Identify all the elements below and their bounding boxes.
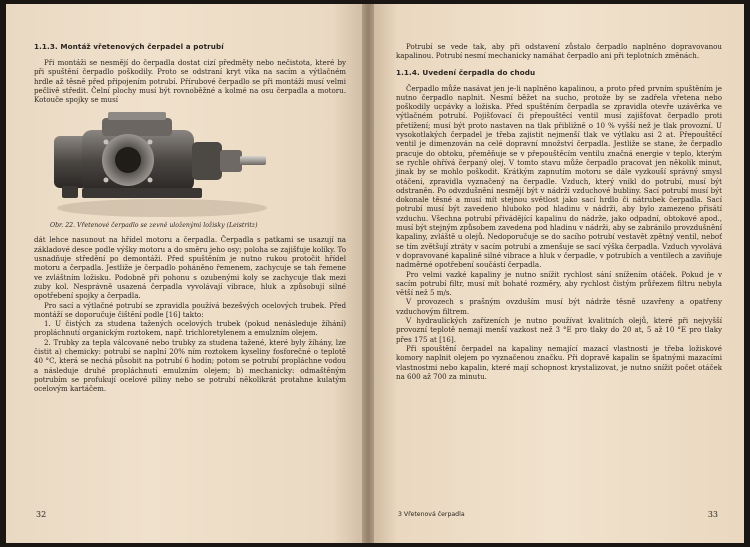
paragraph: dát lehce nasunout na hřídel motoru a čerpadla. Čerpadla s patkami se usazují na základové desce podle výšky motoru a do směru jeho osy; poloha se zajišťuje kolíky. To usnadňuje středění po demontáži. Před spuštěním je nutno rukou protočit hřídel motoru a čerpadla. Jestliže je čerpadlo poháněno řemenem, zachycuje se tah řemene ve zvláštním ložisku. Podobně při pohonu s ozubenými koly se zachycuje tlak mezi zuby kol. Nesprávně usazená čerpadla vyvolávají vibrace, hluk a způsobují silné opotřebení spojky a čerpadla. — [34, 235, 346, 301]
page-number-right: 33 — [707, 510, 718, 519]
paragraph: Pro velmi vazké kapaliny je nutno snížit rychlost sání snížením otáček. Pokud je v sacím potrubí filtr, musí mít bohaté rozměry, aby rychlost čistým průřezem filtru nebyla větší než 5 m/s. — [396, 269, 722, 298]
page-number-left: 32 — [36, 510, 47, 519]
book-spread — [6, 4, 744, 543]
paragraph: Pro sací a výtlačné potrubí se zpravidla používá bezešvých ocelových trubek. Před montáží se doporučuje čištění podle [16] takto: — [34, 300, 346, 319]
section-heading-1-1-3: 1.1.3. Montáž vřetenových čerpadel a potrubí — [34, 42, 224, 51]
paragraph: Čerpadlo může nasávat jen je-li naplněno kapalinou, a proto před prvním spuštěním je nutno čerpadlo naplnit. Nesmí běžet na sucho, protože by se zadřela vřetena nebo poškodily ucpávky a ložiska. Před spuštěním čerpadla se zpravidla otevře uzávěrka ve výtlačném potrubí. Pojišťovací či přepouštěcí ventil musí zajišťovat čerpadlo proti přetížení; musí být proto nastaven na tlak přibližně o 10 % vyšší než je tlak provozní. U vysokotlakých čerpadel je třeba zajistit nejmenší tlak ve výtlaku asi 2 at. Přepouštěcí ventil je dimenzován na celé dopravní množství čerpadla. Jestliže se stane, že čerpadlo pracuje do obtoku, přeměňuje se v přepouštěcím ventilu značná energie v teplo, kterým se rychle ohřívá čerpaný olej. V tomto stavu může čerpadlo pracovat jen několik minut, jinak by se mohlo poškodit. Krátkým zapnutím motoru se dále vyzkouší správný smysl otáčení, zpravidla vyznačený na čerpadle. Vzduch, který vnikl do potrubí, musí být odstraněn. Po odvzdušnění nesmějí být v nádrži vzduchové bubliny. Sací potrubí musí být dokonale těsné a musí mít stejnou světlost jako sací hrdlo či nátrubek čerpadla. Sací potrubí musí být zavedeno hluboko pod hladinu v nádrži, aby bylo zamezeno přisátí vzduchu. Všechna potrubí přivádějící kapalinu do nádrže, jako odpadní, obtokové apod., musí být stejným způsobem zavedena pod hladinu v nádrži, aby se zabránilo provzdušnění kapaliny, zvláště u olejů. Nedoporučuje se do sacího potrubí vestavět zpětný ventil, neboť se tím zvětšují ztráty v sacím potrubí a zmenšuje se sací výška čerpadla. Vzduch vyvolává v dopravované kapalině silné vibrace a hluk v čerpadle, v potrubích a ventilech a zaviňuje nadměrné opotřebení součástí čerpadla. — [396, 83, 722, 270]
paragraph: V hydraulických zařízeních je nutno používat kvalitních olejů, které při nejvyšší provozní teplotě nemají menší vazkost než 3 °E pro tlaky do 20 at, 5 až 10 °E pro tlaky přes 175 at [16]. — [396, 316, 722, 344]
list-item: 1. U čistých za studena tažených ocelových trubek (pokud nenásleduje žíhání) propláchnutí organickým roztokem, např. trichloretylenem a emulzním olejem. — [34, 319, 346, 338]
paragraph: Při spouštění čerpadel na kapaliny nemající mazací vlastnosti je třeba ložiskové komory naplnit olejem po vyznačenou značku. Při dopravě kapalin se špatnými mazacími vlastnostmi nebo kapalin, které mají schopnost krystalizovat, je nutno snížit počet otáček na 600 až 700 za minutu. — [396, 343, 722, 381]
paragraph: Potrubí se vede tak, aby při odstavení zůstalo čerpadlo naplněno dopravovanou kapalinou. Potrubí nesmí mechanicky namáhat čerpadlo ani při teplotních změnách. — [396, 42, 722, 61]
paragraph: V provozech s prašným ovzduším musí být nádrže těsně uzavřeny a opatřeny vzduchovým filtrem. — [396, 297, 722, 316]
right-page — [368, 4, 744, 543]
book-gutter — [362, 4, 374, 543]
running-footer: 3 Vřetenová čerpadla — [398, 511, 465, 518]
paragraph: Při montáži se nesmějí do čerpadla dostat cizí předměty nebo nečistota, které by při spuštění čerpadlo poškodily. Proto se odstraní kryt víka na sacím a výtlačném hrdle až těsně před připojením potrubí. Přírubové čerpadlo se při montáži musí velmi pečlivě středit. Čelní plochy musí být rovnoběžné a kolmé na osu čerpadla a motoru. Kotouče spojky se musí — [34, 58, 346, 105]
pump-figure — [42, 110, 274, 218]
section-heading-1-1-4: 1.1.4. Uvedení čerpadla do chodu — [396, 67, 536, 77]
list-item: 2. Trubky za tepla válcované nebo trubky za studena tažené, které byly žíhány, lze čistit a) chemicky: potrubí se naplní 20% ním roztokem kyseliny fosforečné o teplotě 40 °C, která se nechá působit na potrubí 6 hodin; potom se potrubí propláchne vodou a následuje druhé propláchnutí emulzním olejem; b) mechanicky: odmaštěným potrubím se profukují ocelové piliny nebo se potrubí několikrát protahne kulatým ocelovým kartáčem. — [34, 337, 346, 394]
left-page — [6, 4, 368, 543]
screw-pump-illustration — [42, 110, 274, 218]
figure-caption: Obr. 22. Vřetenové čerpadlo se zevně uloženými ložisky (Leistritz) — [50, 222, 258, 230]
